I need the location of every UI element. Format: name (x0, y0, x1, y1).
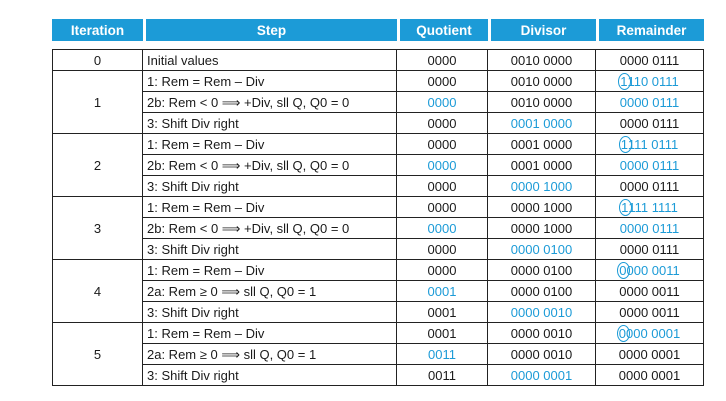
remainder-cell: 0000 0011 (596, 302, 704, 323)
quotient-cell: 0000 (397, 176, 488, 197)
divisor-cell: 0000 0010 (488, 302, 596, 323)
sign-bit-circle: 0 (618, 325, 626, 341)
table-row (52, 218, 704, 239)
table-row (52, 176, 704, 197)
divisor-cell: 0000 0100 (488, 260, 596, 281)
step-cell: 3: Shift Div right (143, 365, 397, 386)
table-row (52, 113, 704, 134)
table-body (52, 49, 704, 386)
table-row (52, 323, 704, 344)
divisor-cell: 0000 1000 (488, 197, 596, 218)
table-row (52, 49, 704, 71)
header-spacer (52, 41, 704, 49)
divisor-cell: 0000 0001 (488, 365, 596, 386)
table-row (52, 302, 704, 323)
divisor-cell: 0010 0000 (488, 92, 596, 113)
sign-bit-circle: 1 (621, 199, 629, 215)
remainder-cell: 0000 0001 (596, 344, 704, 365)
table-row (52, 239, 704, 260)
remainder-cell: 0000 0111 (596, 239, 704, 260)
header-quotient: Quotient (397, 19, 488, 41)
step-cell: 3: Shift Div right (143, 176, 397, 197)
quotient-cell: 0000 (397, 113, 488, 134)
iteration-cell: 1 (52, 71, 143, 134)
remainder-cell: 0000 0111 (596, 92, 704, 113)
remainder-cell: 0000 0111 (596, 49, 704, 71)
quotient-cell: 0011 (397, 344, 488, 365)
divisor-cell: 0000 0100 (488, 281, 596, 302)
table-row (52, 155, 704, 176)
step-cell: 1: Rem = Rem – Div (143, 71, 397, 92)
quotient-cell: 0011 (397, 365, 488, 386)
divisor-cell: 0001 0000 (488, 155, 596, 176)
step-cell: 2b: Rem < 0 ⟹ +Div, sll Q, Q0 = 0 (143, 92, 397, 113)
step-cell: 1: Rem = Rem – Div (143, 260, 397, 281)
table-row (52, 260, 704, 281)
table-row (52, 344, 704, 365)
division-table (52, 19, 704, 386)
remainder-cell: 1111 0111 (596, 134, 704, 155)
step-cell: Initial values (143, 49, 397, 71)
table-row (52, 92, 704, 113)
remainder-cell: 1110 0111 (596, 71, 704, 92)
quotient-cell: 0000 (397, 218, 488, 239)
divisor-cell: 0001 0000 (488, 113, 596, 134)
remainder-cell: 0000 0011 (596, 260, 704, 281)
quotient-cell: 0000 (397, 197, 488, 218)
remainder-cell: 0000 0111 (596, 218, 704, 239)
header-row (52, 19, 704, 41)
sign-bit-circle: 0 (619, 262, 627, 278)
table-row (52, 197, 704, 218)
quotient-cell: 0000 (397, 134, 488, 155)
table-row (52, 365, 704, 386)
remainder-cell: 1111 1111 (596, 197, 704, 218)
header-step: Step (143, 19, 397, 41)
header-iteration: Iteration (52, 19, 143, 41)
step-cell: 1: Rem = Rem – Div (143, 197, 397, 218)
header-divisor: Divisor (488, 19, 596, 41)
iteration-cell: 3 (52, 197, 143, 260)
quotient-cell: 0000 (397, 260, 488, 281)
quotient-cell: 0000 (397, 239, 488, 260)
divisor-cell: 0001 0000 (488, 134, 596, 155)
table-row (52, 134, 704, 155)
iteration-cell: 2 (52, 134, 143, 197)
sign-bit-circle: 1 (620, 136, 628, 152)
step-cell: 1: Rem = Rem – Div (143, 134, 397, 155)
divisor-cell: 0000 0100 (488, 239, 596, 260)
table-row (52, 281, 704, 302)
step-cell: 2b: Rem < 0 ⟹ +Div, sll Q, Q0 = 0 (143, 155, 397, 176)
table-row (52, 71, 704, 92)
step-cell: 3: Shift Div right (143, 113, 397, 134)
quotient-cell: 0001 (397, 281, 488, 302)
sign-bit-circle: 1 (620, 73, 628, 89)
quotient-cell: 0001 (397, 323, 488, 344)
remainder-cell: 0000 0111 (596, 113, 704, 134)
quotient-cell: 0000 (397, 155, 488, 176)
header-remainder: Remainder (596, 19, 704, 41)
iteration-cell: 0 (52, 49, 143, 71)
remainder-cell: 0000 0011 (596, 281, 704, 302)
quotient-cell: 0000 (397, 49, 488, 71)
divisor-cell: 0010 0000 (488, 49, 596, 71)
divisor-cell: 0000 0010 (488, 344, 596, 365)
quotient-cell: 0000 (397, 92, 488, 113)
remainder-cell: 0000 0001 (596, 323, 704, 344)
quotient-cell: 0000 (397, 71, 488, 92)
step-cell: 2a: Rem ≥ 0 ⟹ sll Q, Q0 = 1 (143, 344, 397, 365)
remainder-cell: 0000 0111 (596, 176, 704, 197)
divisor-cell: 0000 1000 (488, 176, 596, 197)
step-cell: 2a: Rem ≥ 0 ⟹ sll Q, Q0 = 1 (143, 281, 397, 302)
remainder-cell: 0000 0001 (596, 365, 704, 386)
iteration-cell: 5 (52, 323, 143, 386)
step-cell: 3: Shift Div right (143, 302, 397, 323)
step-cell: 1: Rem = Rem – Div (143, 323, 397, 344)
remainder-cell: 0000 0111 (596, 155, 704, 176)
divisor-cell: 0010 0000 (488, 71, 596, 92)
step-cell: 2b: Rem < 0 ⟹ +Div, sll Q, Q0 = 0 (143, 218, 397, 239)
divisor-cell: 0000 0010 (488, 323, 596, 344)
step-cell: 3: Shift Div right (143, 239, 397, 260)
iteration-cell: 4 (52, 260, 143, 323)
quotient-cell: 0001 (397, 302, 488, 323)
divisor-cell: 0000 1000 (488, 218, 596, 239)
